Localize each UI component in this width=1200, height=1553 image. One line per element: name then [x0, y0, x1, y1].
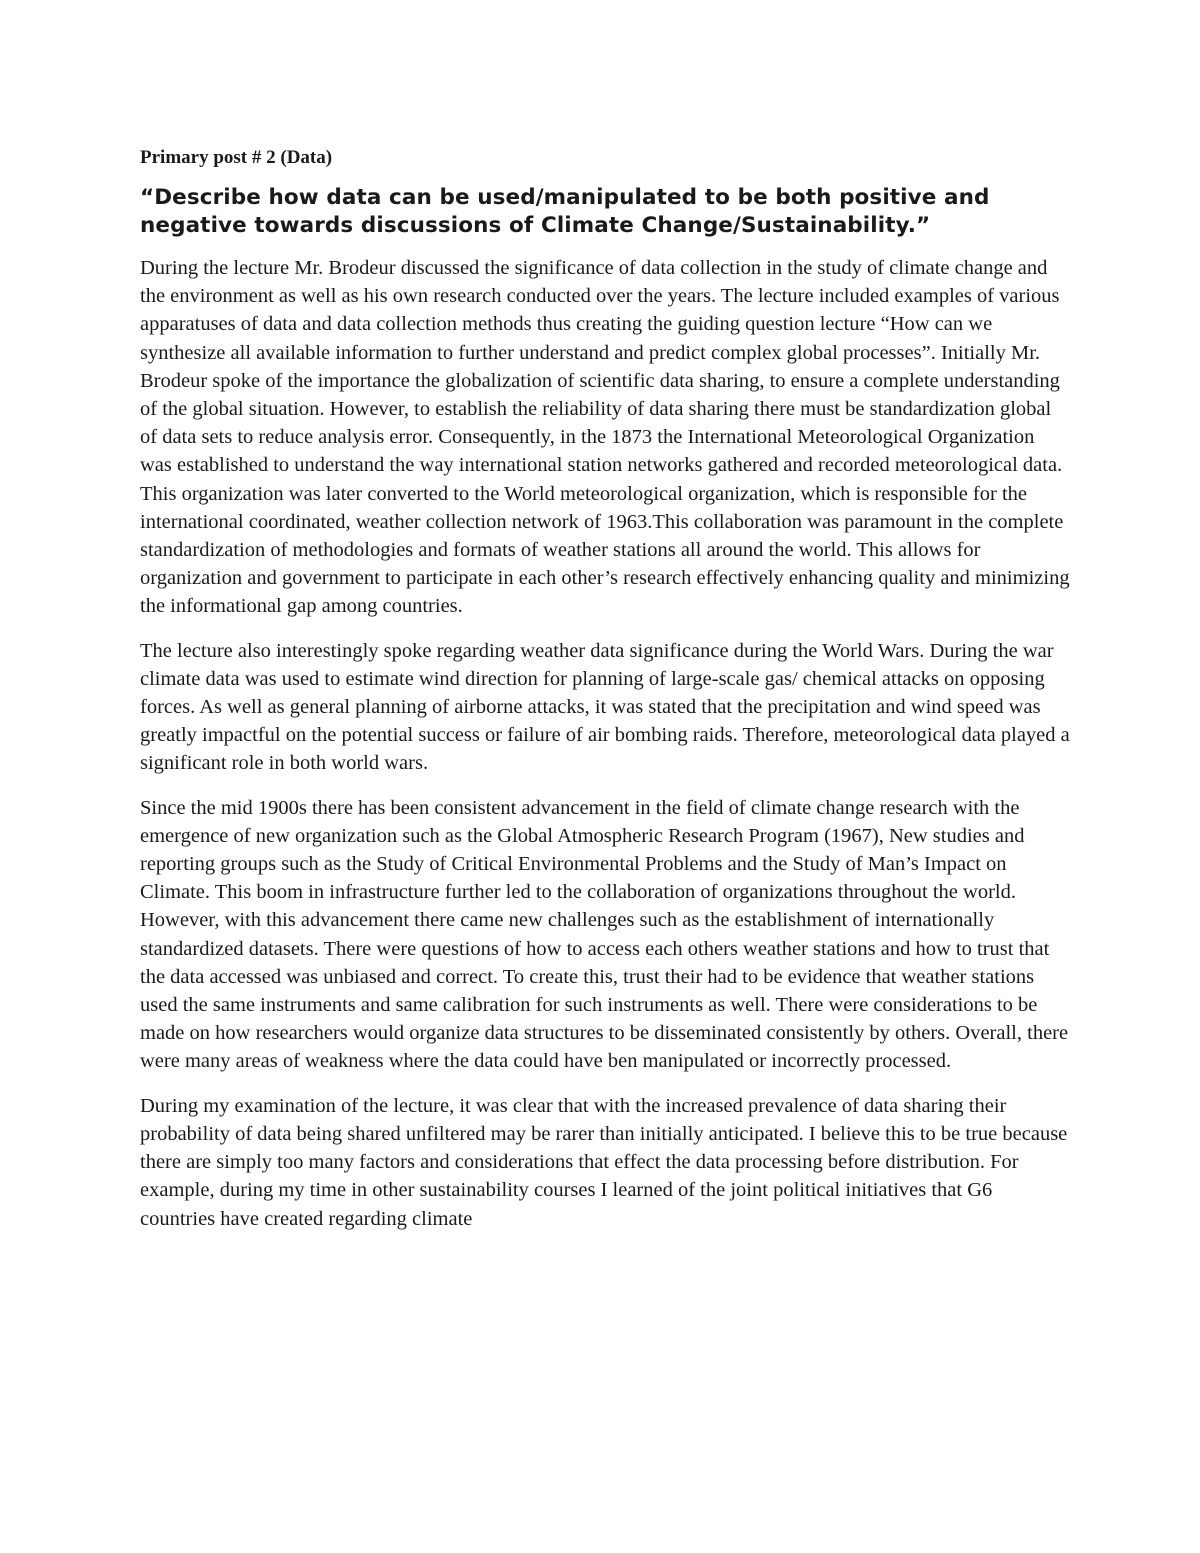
document-page — [140, 140, 1070, 1249]
paragraph: The lecture also interestingly spoke regarding weather data significance during the World Wars. During the war climate data was used to estimate wind direction for planning of large-scale gas/ chemical attacks on opposing forces. As well as general planning of airborne attacks, it was stated that the precipitation and wind speed was greatly impactful on the potential success or failure of air bombing raids. Therefore, meteorological data played a significant role in both world wars. — [140, 639, 1070, 775]
document-body — [140, 254, 1070, 1233]
post-title: Primary post # 2 (Data) — [140, 147, 333, 168]
paragraph: Since the mid 1900s there has been consistent advancement in the field of climate change research with the emergence of new organization such as the Global Atmospheric Research Program (1967), New studies and reporting groups such as the Study of Critical Environmental Problems and the Study of Man’s Impact on Climate. This boom in infrastructure further led to the collaboration of organizations throughout the world. However, with this advancement there came new challenges such as the establishment of internationally standardized datasets. There were questions of how to access each others weather stations and how to trust that the data accessed was unbiased and correct. To create this, trust their had to be evidence that weather stations used the same instruments and same calibration for such instruments as well. There were considerations to be made on how researchers would organize data structures to be disseminated consistently by others. Overall, there were many areas of weakness where the data could have ben manipulated or incorrectly processed. — [140, 796, 1069, 1073]
paragraph: During my examination of the lecture, it was clear that with the increased prevalence of data sharing their probability of data being shared unfiltered may be rarer than initially anticipated. I believe this to be true because there are simply too many factors and considerations that effect the data processing before distribution. For example, during my time in other sustainability courses I learned of the joint political initiatives that G6 countries have created regarding climate — [140, 1094, 1068, 1230]
discussion-question: “Describe how data can be used/manipulated to be both positive and negative towards discussions of Climate Change/Sustainability.” — [140, 185, 990, 238]
paragraph: During the lecture Mr. Brodeur discussed the significance of data collection in the study of climate change and the environment as well as his own research conducted over the years. The lecture included examples of various apparatuses of data and data collection methods thus creating the guiding question lecture “How can we synthesize all available information to further understand and predict complex global processes”. Initially Mr. Brodeur spoke of the importance the globalization of scientific data sharing, to ensure a complete understanding of the global situation. However, to establish the reliability of data sharing there must be standardization global of data sets to reduce analysis error. Consequently, in the 1873 the International Meteorological Organization was established to understand the way international station networks gathered and recorded meteorological data. This organization was later converted to the World meteorological organization, which is responsible for the international coordinated, weather collection network of 1963.This collaboration was paramount in the complete standardization of methodologies and formats of weather stations all around the world. This allows for organization and government to participate in each other’s research effectively enhancing quality and minimizing the informational gap among countries. — [140, 257, 1070, 618]
